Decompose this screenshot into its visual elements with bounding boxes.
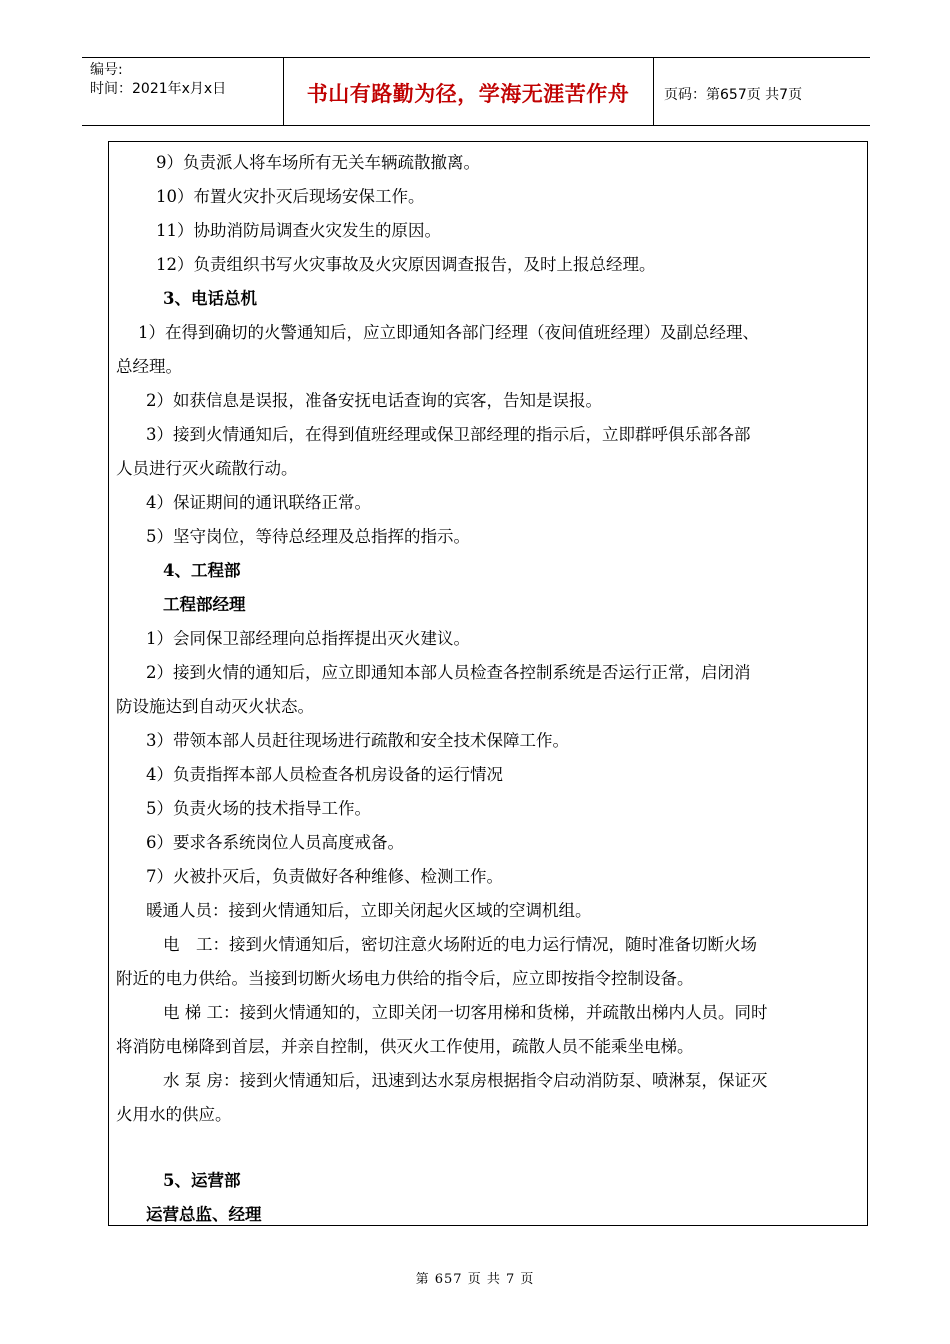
document-body: [116, 146, 856, 1232]
subsection-heading: 工程部经理: [163, 595, 246, 614]
doc-number-label: 编号:: [90, 62, 123, 78]
header-bottom-rule: [82, 125, 870, 126]
paragraph-continuation: 火用水的供应。: [116, 1105, 232, 1124]
blank-spacer: [116, 1132, 856, 1164]
paragraph: 2）接到火情的通知后，应立即通知本部人员检查各控制系统是否运行正常，启闭消: [146, 663, 751, 682]
header-top-rule: [82, 57, 870, 58]
page-footer: 第 657 页 共 7 页: [415, 1272, 535, 1287]
paragraph: 3）接到火情通知后，在得到值班经理或保卫部经理的指示后，立即群呼俱乐部各部: [146, 425, 751, 444]
paragraph: 7）火被扑灭后，负责做好各种维修、检测工作。: [146, 867, 503, 886]
section-heading: 4、工程部: [163, 561, 241, 580]
paragraph: 4）负责指挥本部人员检查各机房设备的运行情况: [146, 765, 503, 784]
header-page-info: 页码：第657页 共7页: [664, 87, 803, 103]
paragraph-continuation: 总经理。: [116, 357, 182, 376]
header-motto: 书山有路勤为径，学海无涯苦作舟: [306, 82, 630, 106]
header-meta: [90, 61, 226, 99]
paragraph: 5）负责火场的技术指导工作。: [146, 799, 371, 818]
paragraph: 1）在得到确切的火警通知后，应立即通知各部门经理（夜间值班经理）及副总经理、: [138, 323, 759, 342]
paragraph: 暖通人员：接到火情通知后，立即关闭起火区域的空调机组。: [146, 901, 592, 920]
paragraph: 12）负责组织书写火灾事故及火灾原因调查报告，及时上报总经理。: [156, 255, 656, 274]
subsection-heading: 运营总监、经理: [146, 1205, 262, 1224]
section-heading: 3、电话总机: [163, 289, 257, 308]
section-heading: 5、运营部: [163, 1171, 241, 1190]
paragraph: 电 梯 工：接到火情通知的，立即关闭一切客用梯和货梯，并疏散出梯内人员。同时: [163, 1003, 768, 1022]
paragraph: 1）会同保卫部经理向总指挥提出灭火建议。: [146, 629, 470, 648]
paragraph-continuation: 将消防电梯降到首层，并亲自控制，供灭火工作使用，疏散人员不能乘坐电梯。: [116, 1037, 694, 1056]
paragraph: 11）协助消防局调查火灾发生的原因。: [156, 221, 441, 240]
paragraph: 2）如获信息是误报，准备安抚电话查询的宾客，告知是误报。: [146, 391, 602, 410]
paragraph: 3）带领本部人员赶往现场进行疏散和安全技术保障工作。: [146, 731, 569, 750]
doc-time-label: 时间：2021年x月x日: [90, 81, 227, 97]
paragraph-continuation: 附近的电力供给。当接到切断火场电力供给的指令后，应立即按指令控制设备。: [116, 969, 694, 988]
paragraph: 6）要求各系统岗位人员高度戒备。: [146, 833, 404, 852]
header-divider-right: [653, 57, 654, 125]
paragraph: 水 泵 房：接到火情通知后，迅速到达水泵房根据指令启动消防泵、喷淋泵，保证灭: [163, 1071, 768, 1090]
paragraph: 4）保证期间的通讯联络正常。: [146, 493, 371, 512]
paragraph: 10）布置火灾扑灭后现场安保工作。: [156, 187, 425, 206]
paragraph: 9）负责派人将车场所有无关车辆疏散撤离。: [156, 153, 480, 172]
paragraph: 5）坚守岗位，等待总经理及总指挥的指示。: [146, 527, 470, 546]
paragraph-continuation: 防设施达到自动灭火状态。: [116, 697, 314, 716]
paragraph: 电 工：接到火情通知后，密切注意火场附近的电力运行情况，随时准备切断火场: [163, 935, 757, 954]
paragraph-continuation: 人员进行灭火疏散行动。: [116, 459, 298, 478]
